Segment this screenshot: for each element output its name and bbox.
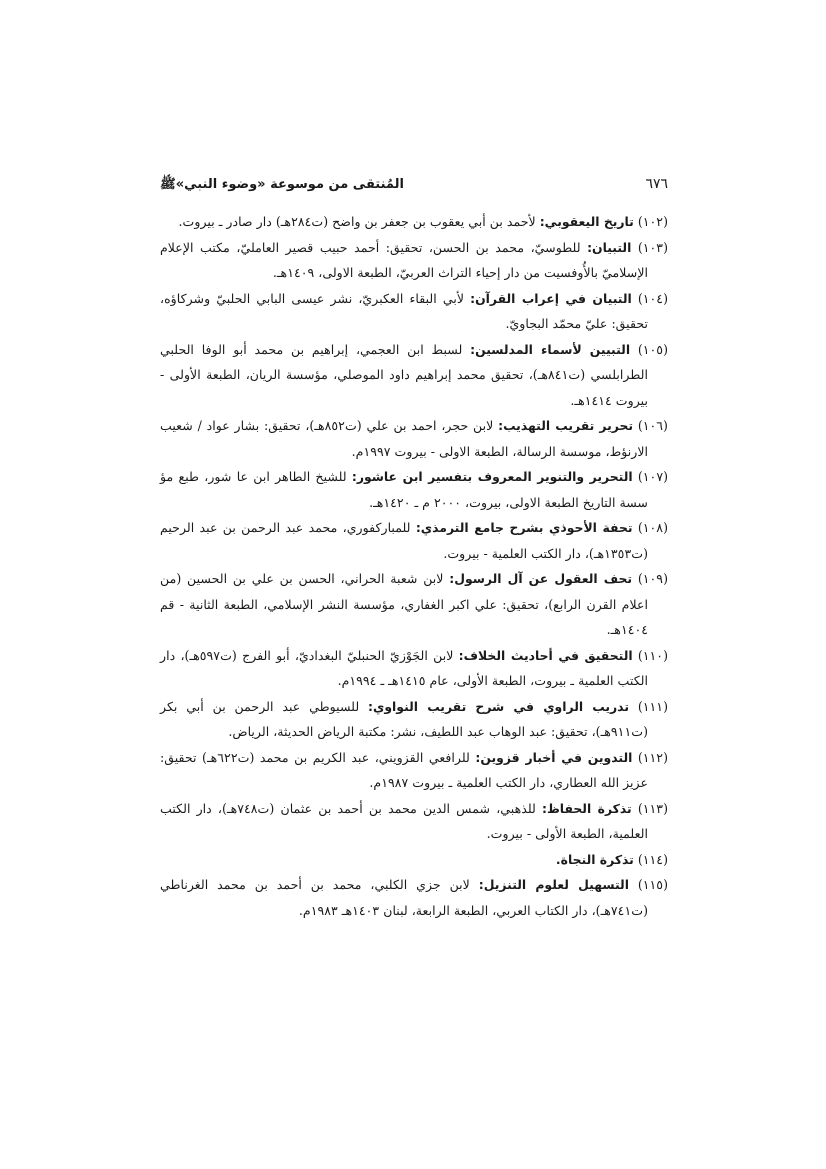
entry-title: التبيان في إعراب القرآن:	[470, 290, 632, 306]
entry-number: (١١٥)	[637, 877, 668, 892]
entry-number: (١٠٣)	[637, 239, 668, 255]
entry-text: للذهبي، شمس الدين محمد بن أحمد بن عثمان (ت٧٤٨هـ)، دار الكتب العلمية، الطبعة الأولى - بيروت.	[160, 800, 648, 841]
entry-number: (١٠٥)	[637, 341, 668, 357]
bibliography-list	[160, 209, 668, 923]
entry-text: للمباركفوري، محمد عبد الرحمن بن عبد الرحيم (ت١٣٥٣هـ)، دار الكتب العلمية - بيروت.	[160, 520, 648, 561]
bibliography-entry	[160, 337, 668, 414]
entry-title: التبيين لأسماء المدلسين:	[470, 341, 631, 357]
entry-text: لابن جزي الكلبي، محمد بن أحمد بن محمد الغرناطي (ت٧٤١هـ)، دار الكتاب العربي، الطبعة الرابعة، لبنان ١٤٠٣هـ ١٩٨٣م.	[160, 877, 648, 918]
entry-text: للسيوطي عبد الرحمن بن أبي بكر (ت٩١١هـ)، تحقيق: عبد الوهاب عبد اللطيف، نشر: مكتبة الرياض الحديثة، الرياض.	[160, 698, 648, 739]
entry-title: التسهيل لعلوم التنزيل:	[478, 877, 629, 892]
bibliography-entry	[160, 286, 668, 337]
entry-number: (١٠٧)	[637, 469, 669, 484]
entry-text: لابن شعبة الحراني، الحسن بن علي بن الحسين (من اعلام القرن الرابع)، تحقيق: علي اكبر الغفاري، مؤسسة النشر الإسلامي، الطبعة الثانية - قم ١٤٠٤هـ.	[160, 571, 648, 637]
bibliography-entry	[160, 847, 668, 873]
running-header	[160, 176, 668, 195]
entry-title: تحرير تقريب التهذيب:	[498, 418, 634, 433]
entry-title: تذكرة النجاة.	[555, 851, 634, 867]
entry-text: للشيخ الطاهر ابن عا شور، طبع مؤ سسة التاريخ الطبعة الاولى، بيروت، ٢٠٠٠ م ـ ١٤٢٠هـ.	[160, 469, 648, 510]
entry-text: لأحمد بن أبي يعقوب بن جعفر بن واضح (ت٢٨٤هـ) دار صادر ـ بيروت.	[178, 214, 540, 229]
bibliography-entry	[160, 235, 668, 286]
bibliography-entry	[160, 694, 668, 745]
entry-title: التبيان:	[587, 239, 632, 255]
entry-title: التحرير والتنوير المعروف بتفسير ابن عاشور:	[351, 469, 633, 484]
page	[160, 176, 668, 923]
entry-number: (١٠٨)	[637, 520, 668, 535]
bibliography-entry	[160, 796, 668, 847]
entry-title: تحف العقول عن آل الرسول:	[449, 571, 633, 586]
bibliography-entry	[160, 745, 668, 796]
entry-text: لأبي البقاء العكبريّ، نشر عيسى البابي الحلبيّ وشركاؤه، تحقيق: عليّ محمّد البجاويّ.	[160, 290, 648, 331]
entry-number: (١١٢)	[637, 749, 668, 765]
entry-number: (١٠٤)	[637, 290, 668, 306]
bibliography-entry	[160, 566, 668, 643]
entry-number: (١١٣)	[637, 800, 668, 816]
entry-number: (١٠٦)	[637, 418, 668, 433]
entry-text: لابن الجَوْزيّ الحنبليّ البغداديّ، أبو الفرج (ت٥٩٧هـ)، دار الكتب العلمية ـ بيروت، الطبعة الأولى، عام ١٤١٥هـ ـ ١٩٩٤م.	[160, 647, 648, 688]
entry-text: للرافعي القزويني، عبد الكريم بن محمد (ت٦٢٢هـ) تحقيق: عزيز الله العطاري، دار الكتب العلمية ـ بيروت ١٩٨٧م.	[160, 749, 648, 790]
bibliography-entry	[160, 872, 668, 923]
running-title: المُنتقى من موسوعة «وضوء النبي»ﷺ	[160, 177, 404, 192]
entry-number: (١١٠)	[637, 647, 668, 663]
entry-title: التحقيق في أحاديث الخلاف:	[458, 647, 633, 663]
entry-title: التدوين في أخبار قزوين:	[475, 749, 633, 765]
page-number: ٦٧٦	[645, 176, 668, 192]
entry-title: تدريب الراوي في شرح تقريب النواوي:	[368, 698, 629, 714]
entry-number: (١٠٩)	[637, 571, 668, 586]
entry-number: (١١١)	[637, 698, 668, 714]
entry-text: لابن حجر، احمد بن علي (ت٨٥٢هـ)، تحقيق: بشار عواد / شعيب الارنؤط، موسسة الرسالة، الطبعة الاولى - بيروت ١٩٩٧م.	[160, 418, 648, 459]
bibliography-entry	[160, 464, 668, 515]
entry-number: (١١٤)	[637, 851, 668, 867]
bibliography-entry	[160, 515, 668, 566]
entry-text: للطوسيّ، محمد بن الحسن، تحقيق: أحمد حبيب قصير العامليّ، مكتب الإعلام الإسلاميّ بالأُوفسيت من دار إحياء التراث العربيّ، الطبعة الاولى، ١٤٠٩هـ.	[160, 239, 648, 280]
bibliography-entry	[160, 643, 668, 694]
entry-title: تذكرة الحفاظ:	[541, 800, 632, 816]
entry-text: لسبط ابن العجمي، إبراهيم بن محمد أبو الوفا الحلبي الطرابلسي (ت٨٤١هـ)، تحقيق محمد إبراهيم داود الموصلي، مؤسسة الريان، الطبعة الأولى - بيروت ١٤١٤هـ.	[160, 341, 648, 408]
entry-number: (١٠٢)	[637, 214, 668, 229]
bibliography-entry	[160, 413, 668, 464]
bibliography-entry	[160, 209, 668, 235]
entry-title: تحفة الأحوذي بشرح جامع الترمذي:	[415, 520, 633, 535]
entry-title: تاريخ اليعقوبي:	[539, 214, 634, 229]
